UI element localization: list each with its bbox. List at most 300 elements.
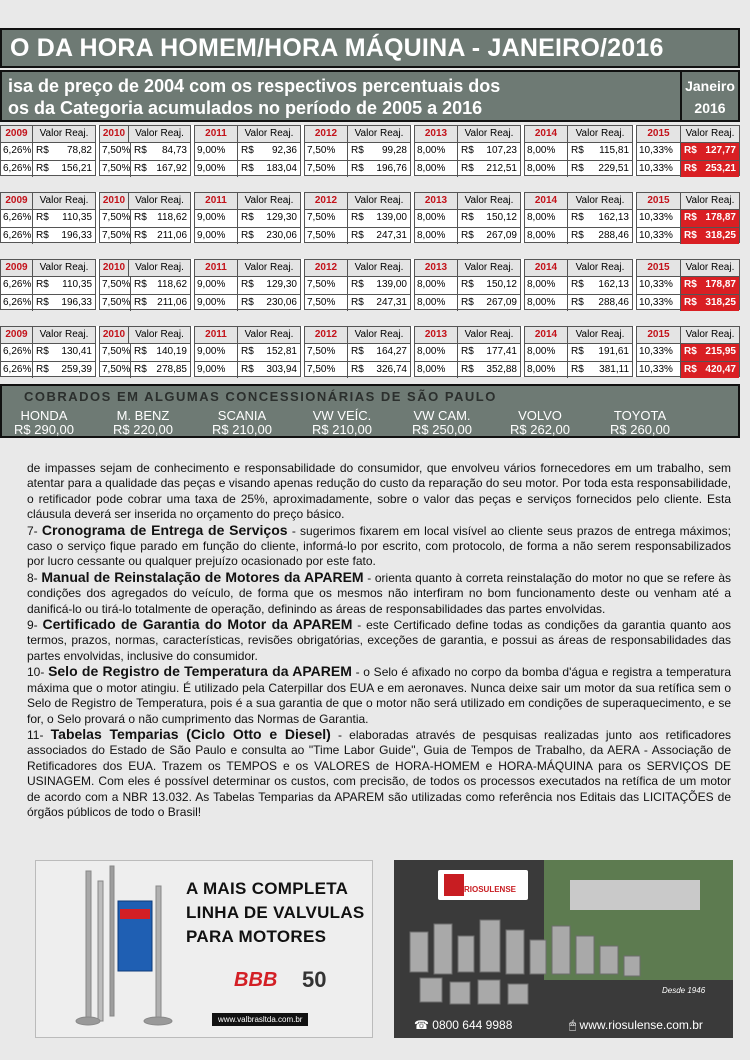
section-text: - o Selo é afixado no corpo da bomba d'água e registra a temperatura máxima que o motor atingiu. É utilizado pela Caterpillar dos EUA e em aeronaves. Nunca deixe sair um motor da sua retífica sem o Selo de Registro de Temperatura, pois é a sua garantia de que o motor não será utilizado em condições de superaquecimento, e se for, o Selo provará o não cumprimento das Normas de Garantia. [27, 665, 731, 726]
value-amount: 212,51 [486, 163, 517, 174]
percent-cell: 7,50% [100, 160, 131, 177]
percent-cell: 6,26% [1, 344, 33, 361]
year-header: 2011 [195, 260, 238, 277]
section-title: Certificado de Garantia do Motor da APAREM [42, 616, 353, 633]
percent-cell: 7,50% [305, 294, 348, 311]
value-header: Valor Reaj. [681, 327, 739, 344]
year-header: 2012 [305, 260, 348, 277]
reference-year: 2016 [694, 100, 726, 116]
percent-cell: 10,33% [637, 227, 681, 244]
year-header: 2015 [637, 126, 681, 143]
section-10 [27, 664, 731, 727]
value-cell [681, 210, 739, 227]
section-9 [27, 617, 731, 664]
percent-cell: 7,50% [100, 227, 131, 244]
percent-cell: 8,00% [525, 227, 568, 244]
currency-label: R$ [36, 297, 49, 308]
value-header: Valor Reaj. [348, 126, 410, 143]
percent-cell: 6,26% [1, 361, 33, 378]
percent-cell: 7,50% [305, 210, 348, 227]
currency-label: R$ [461, 297, 474, 308]
value-header: Valor Reaj. [238, 193, 300, 210]
year-header: 2010 [100, 193, 129, 210]
value-cell [348, 277, 410, 294]
currency-label: R$ [134, 346, 147, 357]
value-amount: 139,00 [376, 212, 407, 223]
percent-cell: 8,00% [525, 294, 568, 311]
year-header: 2012 [305, 193, 348, 210]
riosulense-url[interactable]: 🖱 www.riosulense.com.br [569, 1018, 703, 1032]
value-header: Valor Reaj. [458, 126, 520, 143]
year-header: 2013 [415, 260, 458, 277]
ad-headline-3: PARA MOTORES [186, 927, 327, 946]
dealer-name: M. BENZ [116, 408, 170, 423]
year-group [414, 259, 521, 310]
value-header: Valor Reaj. [238, 327, 300, 344]
dealer-price: R$ 262,00 [510, 422, 570, 437]
dealers-panel [0, 384, 740, 438]
year-header: 2014 [525, 126, 568, 143]
year-header: 2009 [1, 126, 33, 143]
value-cell [33, 344, 95, 361]
value-amount: 420,47 [705, 364, 736, 375]
value-amount: 118,62 [157, 212, 187, 223]
currency-label: R$ [571, 163, 584, 174]
value-amount: 229,51 [598, 163, 629, 174]
value-header: Valor Reaj. [568, 260, 632, 277]
value-cell [238, 277, 300, 294]
value-cell [238, 143, 300, 160]
value-header: Valor Reaj. [129, 193, 190, 210]
value-header: Valor Reaj. [348, 193, 410, 210]
value-amount: 230,06 [266, 297, 297, 308]
value-amount: 247,31 [376, 297, 407, 308]
value-amount: 191,61 [598, 346, 629, 357]
value-cell [33, 227, 95, 244]
year-group [99, 259, 191, 310]
year-group [304, 326, 411, 377]
percent-cell: 9,00% [195, 160, 238, 177]
value-cell [568, 210, 632, 227]
year-group [194, 192, 301, 243]
currency-label: R$ [461, 346, 474, 357]
dealer-name: TOYOTA [613, 408, 667, 423]
subtitle-line-1: isa de preço de 2004 com os respectivos percentuais dos [8, 76, 501, 96]
value-cell [238, 160, 300, 177]
year-header: 2010 [100, 327, 129, 344]
dealer-price: R$ 290,00 [14, 422, 74, 437]
value-cell [348, 143, 410, 160]
value-cell [131, 160, 190, 177]
percent-cell: 9,00% [195, 227, 238, 244]
value-amount: 215,95 [705, 346, 736, 357]
value-cell [131, 143, 190, 160]
value-amount: 259,39 [61, 364, 92, 375]
value-header: Valor Reaj. [33, 327, 95, 344]
section-number: 7- [27, 523, 42, 538]
percent-cell: 6,26% [1, 143, 33, 160]
section-text: - sugerimos fixarem em local visível ao cliente seus prazos de entrega máximos; caso o serviço fique parado em função do cliente, informá-lo por escrito, com protocolo, de forma a não serem responsabilizados por lucro cessante ou qualquer prejuízo ocasionado por este fato. [27, 523, 731, 569]
percent-cell: 9,00% [195, 361, 238, 378]
value-header: Valor Reaj. [33, 260, 95, 277]
value-cell [458, 210, 520, 227]
riosulense-ad[interactable] [394, 860, 733, 1038]
percent-cell: 7,50% [305, 160, 348, 177]
value-amount: 196,33 [61, 230, 92, 241]
riosulense-since: Desde 1946 [662, 986, 706, 995]
dealer-name: VW VEÍC. [312, 408, 372, 423]
value-amount: 127,77 [705, 145, 736, 156]
riosulense-logo [438, 870, 528, 900]
year-group [414, 326, 521, 377]
value-amount: 99,28 [381, 145, 407, 156]
percent-cell: 8,00% [525, 344, 568, 361]
value-amount: 196,33 [61, 297, 92, 308]
year-header: 2011 [195, 126, 238, 143]
percent-cell: 9,00% [195, 277, 238, 294]
currency-label: R$ [684, 346, 697, 357]
valvulas-ad[interactable] [35, 860, 373, 1038]
currency-label: R$ [461, 230, 474, 241]
section-title: Manual de Reinstalação de Motores da APAREM [41, 568, 364, 585]
percent-cell: 6,26% [1, 294, 33, 311]
value-header: Valor Reaj. [129, 327, 190, 344]
value-amount: 211,06 [157, 297, 187, 308]
year-group [304, 259, 411, 310]
percent-cell: 10,33% [637, 277, 681, 294]
year-group [414, 192, 521, 243]
year-header: 2012 [305, 327, 348, 344]
currency-label: R$ [241, 297, 254, 308]
year-header: 2015 [637, 193, 681, 210]
value-amount: 162,13 [598, 212, 629, 223]
percent-cell: 8,00% [525, 210, 568, 227]
value-amount: 130,41 [61, 346, 92, 357]
currency-label: R$ [134, 297, 147, 308]
currency-label: R$ [351, 230, 364, 241]
year-header: 2015 [637, 260, 681, 277]
value-amount: 140,19 [156, 346, 187, 357]
percent-cell: 6,26% [1, 210, 33, 227]
year-group [524, 192, 633, 243]
value-cell [681, 160, 739, 177]
value-cell [458, 344, 520, 361]
value-cell [681, 277, 739, 294]
value-amount: 156,21 [61, 163, 92, 174]
currency-label: R$ [461, 163, 474, 174]
currency-label: R$ [241, 212, 254, 223]
percent-cell: 8,00% [525, 277, 568, 294]
value-cell [568, 227, 632, 244]
percent-cell: 7,50% [100, 143, 131, 160]
percent-cell: 10,33% [637, 160, 681, 177]
value-amount: 247,31 [376, 230, 407, 241]
value-cell [458, 160, 520, 177]
percent-cell: 9,00% [195, 210, 238, 227]
section-title: Tabelas Temparias (Ciclo Otto e Diesel) [50, 725, 331, 742]
currency-label: R$ [571, 297, 584, 308]
section-number: 11- [27, 727, 51, 742]
value-amount: 92,36 [271, 145, 297, 156]
currency-label: R$ [134, 279, 147, 290]
currency-label: R$ [36, 364, 49, 375]
section-number: 9- [27, 618, 43, 633]
value-cell [131, 294, 190, 311]
value-amount: 129,30 [266, 212, 297, 223]
value-cell [568, 294, 632, 311]
engine-parts-illustration [400, 902, 660, 1012]
value-cell [33, 294, 95, 311]
value-header: Valor Reaj. [681, 126, 739, 143]
value-amount: 150,12 [486, 212, 517, 223]
currency-label: R$ [241, 364, 254, 375]
percent-cell: 8,00% [525, 143, 568, 160]
value-cell [681, 344, 739, 361]
percent-cell: 8,00% [415, 227, 458, 244]
dealer-price: R$ 210,00 [312, 422, 372, 437]
percent-cell: 7,50% [305, 344, 348, 361]
dealer-name: VW CAM. [413, 408, 471, 423]
currency-label: R$ [134, 364, 147, 375]
bbb-logo: BBB [234, 969, 278, 991]
currency-label: R$ [571, 279, 584, 290]
value-cell [348, 227, 410, 244]
value-amount: 129,30 [266, 279, 297, 290]
year-group [524, 125, 633, 176]
price-table [0, 125, 740, 176]
anniversary-badge: 50 [302, 967, 327, 992]
percent-cell: 7,50% [305, 277, 348, 294]
phone-number: 0800 644 9988 [432, 1018, 513, 1032]
dealer-name: SCANIA [217, 408, 267, 423]
currency-label: R$ [684, 163, 697, 174]
percent-cell: 9,00% [195, 344, 238, 361]
year-group [304, 192, 411, 243]
value-amount: 183,04 [266, 163, 297, 174]
value-cell [458, 143, 520, 160]
year-group [194, 326, 301, 377]
percent-cell: 7,50% [305, 143, 348, 160]
riosulense-phone[interactable]: ☎ 0800 644 9988 [414, 1018, 513, 1032]
currency-label: R$ [36, 163, 49, 174]
value-cell [568, 277, 632, 294]
year-header: 2010 [100, 126, 129, 143]
value-cell [568, 361, 632, 378]
dealer-price: R$ 220,00 [113, 422, 173, 437]
currency-label: R$ [134, 212, 147, 223]
currency-label: R$ [571, 230, 584, 241]
currency-label: R$ [241, 346, 254, 357]
currency-label: R$ [36, 279, 49, 290]
year-group [194, 259, 301, 310]
value-header: Valor Reaj. [33, 193, 95, 210]
value-cell [131, 344, 190, 361]
value-header: Valor Reaj. [238, 260, 300, 277]
currency-label: R$ [134, 230, 147, 241]
year-group [636, 125, 740, 176]
currency-label: R$ [461, 212, 474, 223]
currency-label: R$ [351, 163, 364, 174]
value-amount: 178,87 [705, 212, 736, 223]
year-group [0, 259, 96, 310]
value-amount: 267,09 [486, 297, 517, 308]
section-title: Cronograma de Entrega de Serviços [41, 521, 288, 538]
reference-month: Janeiro [685, 78, 735, 94]
year-group [524, 326, 633, 377]
percent-cell: 7,50% [100, 277, 131, 294]
year-group [636, 192, 740, 243]
value-cell [33, 160, 95, 177]
value-amount: 267,09 [486, 230, 517, 241]
value-cell [348, 160, 410, 177]
year-header: 2009 [1, 327, 33, 344]
currency-label: R$ [241, 163, 254, 174]
year-header: 2015 [637, 327, 681, 344]
currency-label: R$ [351, 346, 364, 357]
percent-cell: 7,50% [100, 361, 131, 378]
value-cell [681, 294, 739, 311]
value-cell [238, 210, 300, 227]
percent-cell: 8,00% [415, 160, 458, 177]
value-amount: 381,11 [599, 364, 629, 375]
currency-label: R$ [134, 145, 147, 156]
currency-label: R$ [684, 297, 697, 308]
value-cell [568, 143, 632, 160]
value-amount: 178,87 [705, 279, 736, 290]
valvulas-url[interactable]: www.valbrasltda.com.br [212, 1013, 308, 1026]
value-cell [238, 294, 300, 311]
year-header: 2013 [415, 126, 458, 143]
percent-cell: 9,00% [195, 143, 238, 160]
year-header: 2013 [415, 193, 458, 210]
value-cell [458, 277, 520, 294]
currency-label: R$ [684, 279, 697, 290]
value-header: Valor Reaj. [568, 327, 632, 344]
year-header: 2012 [305, 126, 348, 143]
value-amount: 288,46 [598, 297, 629, 308]
value-amount: 211,06 [157, 230, 187, 241]
currency-label: R$ [36, 346, 49, 357]
value-header: Valor Reaj. [458, 260, 520, 277]
value-amount: 84,73 [161, 145, 187, 156]
year-group [636, 259, 740, 310]
value-cell [681, 227, 739, 244]
percent-cell: 7,50% [305, 227, 348, 244]
currency-label: R$ [461, 145, 474, 156]
value-amount: 352,88 [486, 364, 517, 375]
value-cell [681, 361, 739, 378]
year-header: 2009 [1, 193, 33, 210]
value-header: Valor Reaj. [129, 126, 190, 143]
percent-cell: 9,00% [195, 294, 238, 311]
value-cell [568, 344, 632, 361]
price-table [0, 326, 740, 377]
currency-label: R$ [571, 346, 584, 357]
dealer-price: R$ 250,00 [412, 422, 472, 437]
section-number: 10- [27, 665, 49, 680]
currency-label: R$ [571, 145, 584, 156]
value-amount: 318,25 [705, 230, 736, 241]
year-header: 2011 [195, 327, 238, 344]
currency-label: R$ [134, 163, 147, 174]
currency-label: R$ [461, 364, 474, 375]
section-8 [27, 570, 731, 617]
value-amount: 110,35 [62, 279, 92, 290]
year-group [636, 326, 740, 377]
value-header: Valor Reaj. [129, 260, 190, 277]
value-amount: 150,12 [486, 279, 517, 290]
value-cell [348, 361, 410, 378]
value-cell [131, 361, 190, 378]
value-cell [681, 143, 739, 160]
dealer-price: R$ 210,00 [212, 422, 272, 437]
percent-cell: 8,00% [415, 344, 458, 361]
reference-date-box [680, 70, 740, 122]
subtitle-line-2: os da Categoria acumulados no período de 2005 a 2016 [8, 98, 483, 118]
value-cell [348, 344, 410, 361]
value-cell [238, 227, 300, 244]
percent-cell: 6,26% [1, 277, 33, 294]
section-text: - elaboradas através de pesquisas realizadas junto aos retificadores associados do Estado de São Paulo e consulta ao "Time Labor Guide", Guia de Tempos de Trabalho, da AERA - Associação de Retificadores dos EUA. Trazem os TEMPOS e os VALORES de HORA-HOMEM e HORA-MÁQUINA para os SERVIÇOS DE USINAGEM. Com eles é possível determinar os custos, com precisão, de todos os processos executados na retífica de um motor de acordo com a NBR 13.032. As Tabelas Temparias da APAREM são utilizadas como referência nos Editais das LICITAÇÕES de órgãos públicos de todo o Brasil! [27, 727, 731, 819]
section-title: Selo de Registro de Temperatura da APAREM [48, 663, 352, 680]
currency-label: R$ [684, 145, 697, 156]
value-amount: 78,82 [66, 145, 92, 156]
url-text: www.riosulense.com.br [579, 1018, 703, 1032]
value-amount: 139,00 [376, 279, 407, 290]
currency-label: R$ [351, 297, 364, 308]
section-text: - orienta quanto à correta reinstalação do motor no que se refere às condições dos agregados do veículo, de forma que os mesmos não interfiram no bom funcionamento deste ou venham até a danificá-lo ou tirá-lo totalmente de operação, definindo as áreas de responsabilidades das partes envolvidas. [27, 570, 732, 616]
value-header: Valor Reaj. [238, 126, 300, 143]
value-amount: 152,81 [266, 346, 297, 357]
value-header: Valor Reaj. [568, 126, 632, 143]
value-amount: 177,41 [486, 346, 517, 357]
value-cell [348, 294, 410, 311]
percent-cell: 6,26% [1, 160, 33, 177]
section-11 [27, 727, 731, 820]
currency-label: R$ [351, 145, 364, 156]
year-group [304, 125, 411, 176]
value-amount: 196,76 [376, 163, 407, 174]
value-amount: 167,92 [156, 163, 187, 174]
value-cell [458, 227, 520, 244]
value-amount: 164,27 [376, 346, 407, 357]
value-amount: 303,94 [266, 364, 297, 375]
value-amount: 110,35 [62, 212, 92, 223]
year-header: 2010 [100, 260, 129, 277]
currency-label: R$ [571, 364, 584, 375]
value-amount: 278,85 [156, 364, 187, 375]
price-table [0, 259, 740, 310]
value-amount: 253,21 [705, 163, 736, 174]
value-amount: 288,46 [598, 230, 629, 241]
percent-cell: 8,00% [415, 361, 458, 378]
value-amount: 115,81 [599, 145, 629, 156]
percent-cell: 7,50% [100, 344, 131, 361]
value-header: Valor Reaj. [568, 193, 632, 210]
percent-cell: 10,33% [637, 210, 681, 227]
currency-label: R$ [461, 279, 474, 290]
currency-label: R$ [571, 212, 584, 223]
value-header: Valor Reaj. [458, 193, 520, 210]
percent-cell: 8,00% [525, 160, 568, 177]
value-cell [458, 294, 520, 311]
value-cell [238, 361, 300, 378]
section-7 [27, 523, 731, 570]
value-cell [238, 344, 300, 361]
percent-cell: 10,33% [637, 361, 681, 378]
value-amount: 318,25 [705, 297, 736, 308]
currency-label: R$ [684, 230, 697, 241]
